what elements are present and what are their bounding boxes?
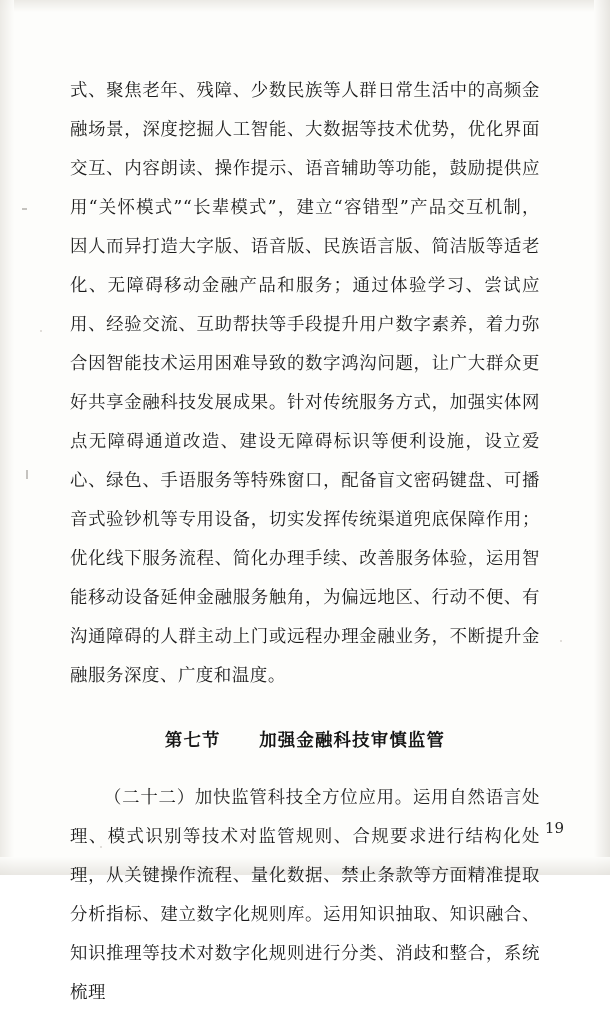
- scan-edge-top: [0, 0, 610, 12]
- scan-edge-left: [0, 0, 14, 875]
- margin-tick-lower: [26, 470, 28, 479]
- section-heading-title: 加强金融科技审慎监管: [259, 731, 446, 751]
- paragraph-item-22: （二十二）加快监管科技全方位应用。运用自然语言处理、模式识别等技术对监管规则、合规要求进行结构化处理，从关键操作流程、量化数据、禁止条款等方面精准提取分析指标、建立数字化规则库。运用知识抽取、知识融合、知识推理等技术对数字化规则进行分类、消歧和整合，系统梳理: [70, 788, 540, 1003]
- document-body: [70, 72, 540, 1013]
- scan-edge-right: [594, 0, 610, 875]
- margin-tick-upper: [22, 208, 27, 210]
- paragraph-continued: 式、聚焦老年、残障、少数民族等人群日常生活中的高频金融场景，深度挖掘人工智能、大数据等技术优势，优化界面交互、内容朗读、操作提示、语音辅助等功能，鼓励提供应用“关怀模式”“长辈模式”，建立“容错型”产品交互机制，因人而异打造大字版、语音版、民族语言版、简洁版等适老化、无障碍移动金融产品和服务；通过体验学习、尝试应用、经验交流、互助帮扶等手段提升用户数字素养，着力弥合因智能技术运用困难导致的数字鸿沟问题，让广大群众更好共享金融科技发展成果。针对传统服务方式，加强实体网点无障碍通道改造、建设无障碍标识等便利设施，设立爱心、绿色、手语服务等特殊窗口，配备盲文密码键盘、可播音式验钞机等专用设备，切实发挥传统渠道兜底保障作用；优化线下服务流程、简化办理手续、改善服务体验，运用智能移动设备延伸金融服务触角，为偏远地区、行动不便、有沟通障碍的人群主动上门或远程办理金融业务，不断提升金融服务深度、广度和温度。: [70, 81, 540, 686]
- scan-speck-1: [40, 330, 42, 332]
- page-number: 19: [544, 819, 564, 837]
- scan-speck-2: [560, 640, 562, 642]
- section-heading: [70, 722, 540, 761]
- section-heading-label: 第七节: [164, 731, 221, 751]
